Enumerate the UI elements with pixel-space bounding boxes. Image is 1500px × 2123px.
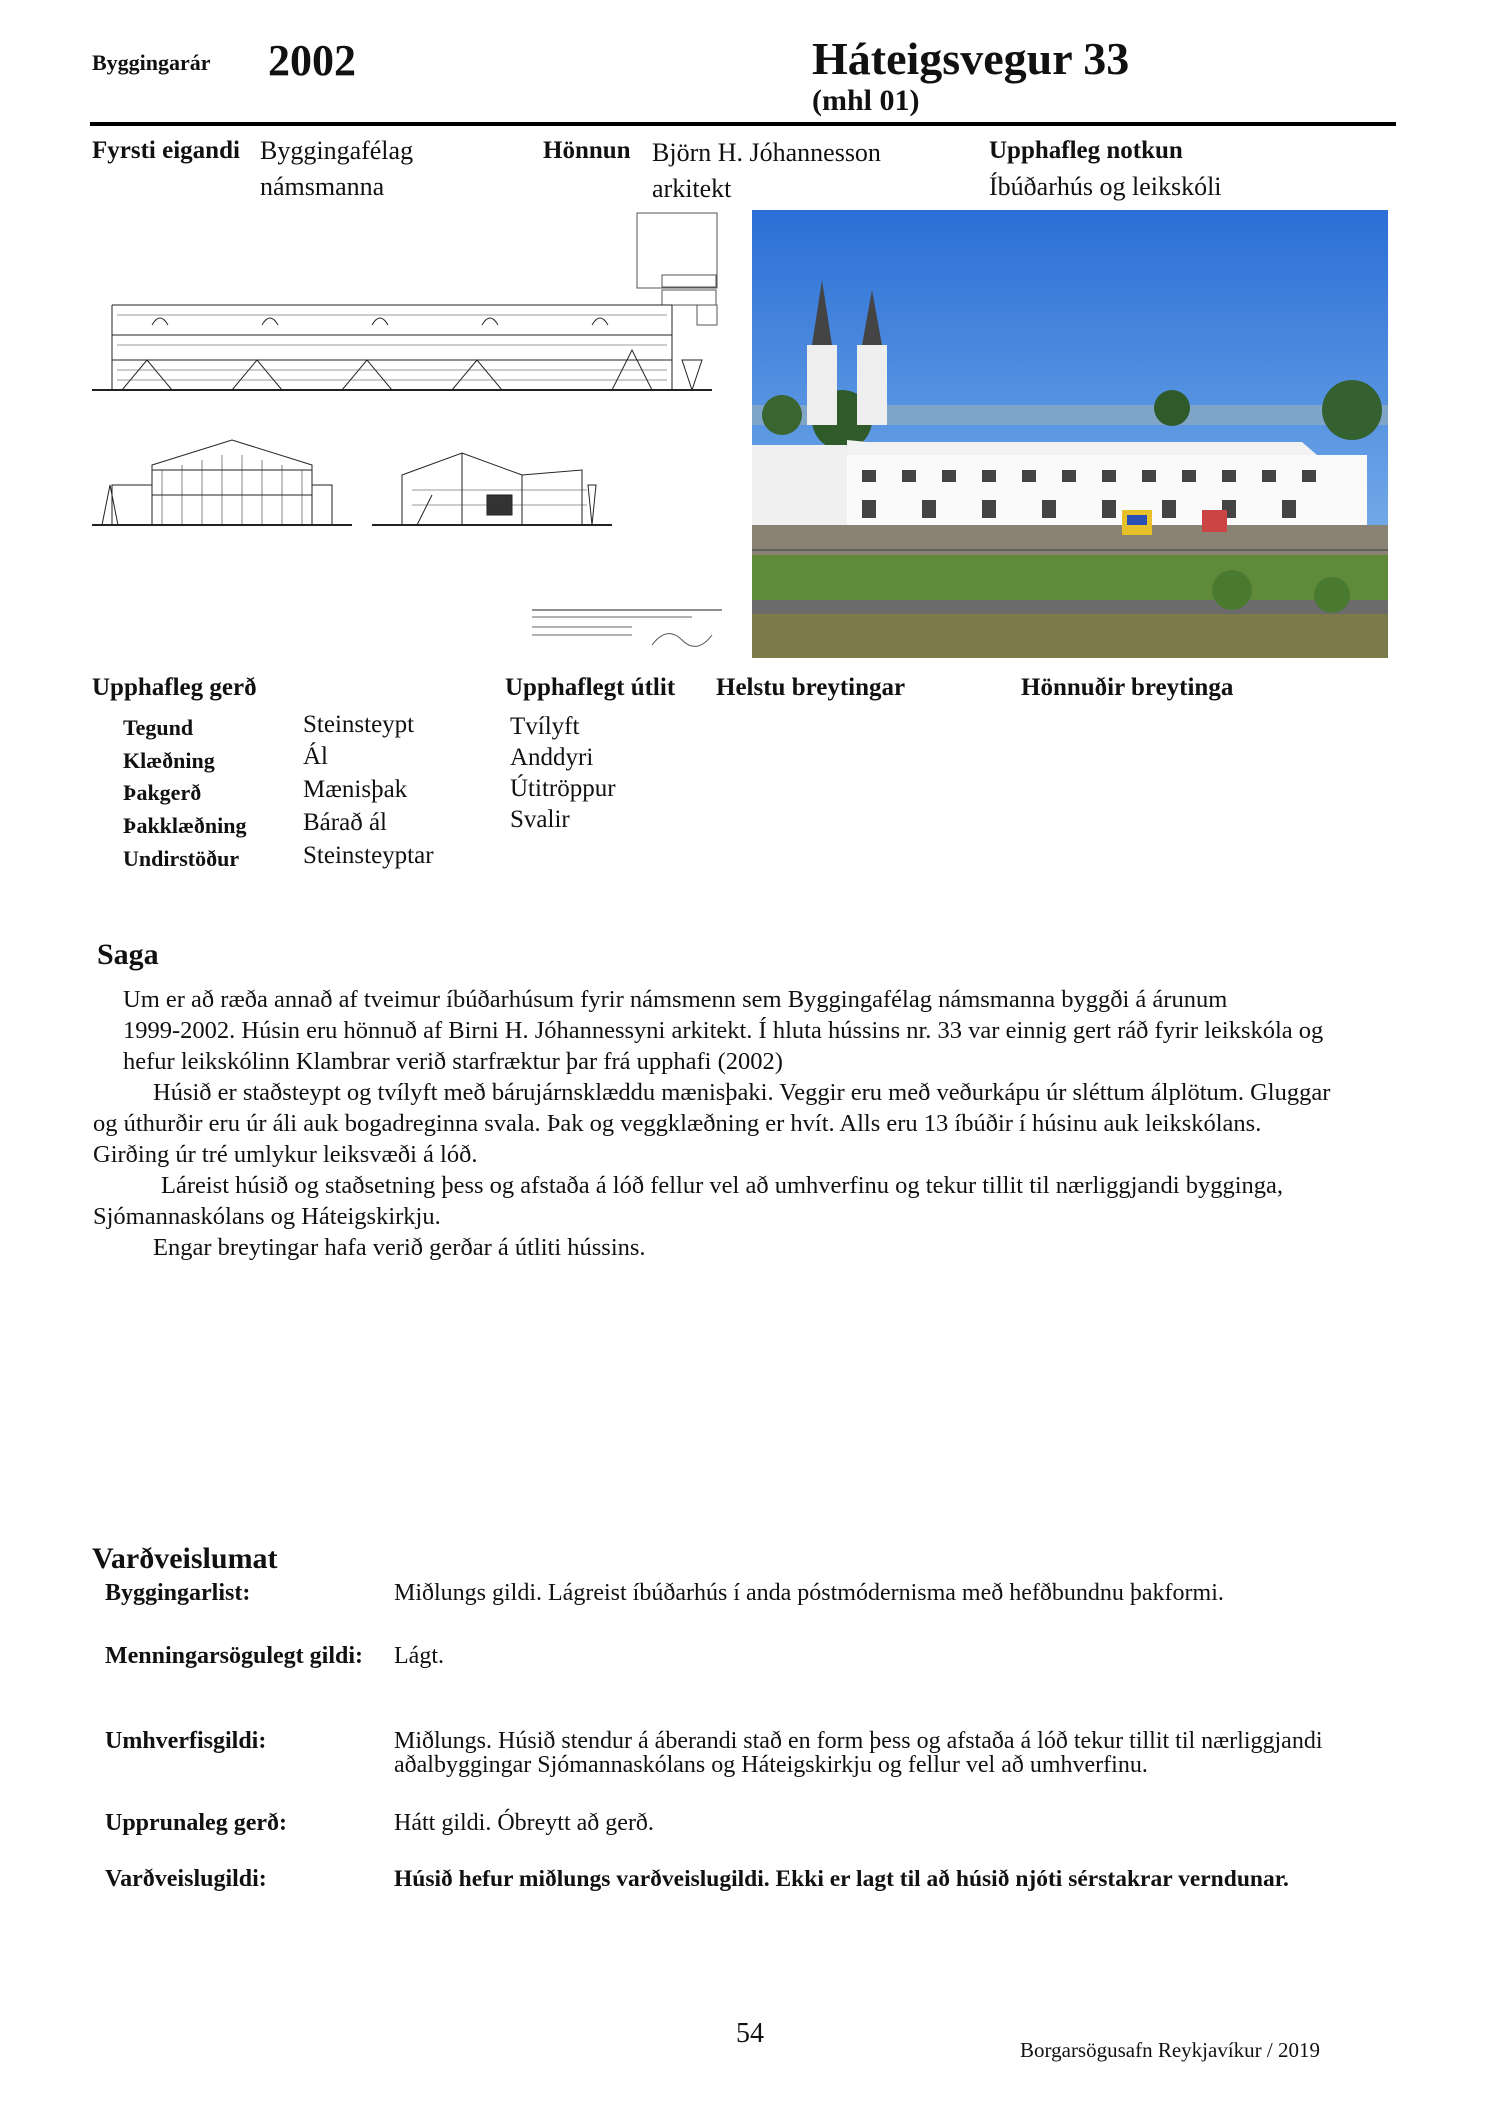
type-label: Þakgerð xyxy=(123,780,202,805)
changes-heading: Helstu breytingar xyxy=(716,674,906,701)
page-number: 54 xyxy=(736,2018,764,2049)
saga-line: Sjómannaskólans og Háteigskirkju. xyxy=(93,1203,441,1230)
vardveisla-label: Umhverfisgildi: xyxy=(105,1728,267,1754)
look-item: Útitröppur xyxy=(510,775,616,802)
vardveisla-text: Miðlungs gildi. Lágreist íbúðarhús í anda póstmódernisma með hefðbundnu þakformi. xyxy=(394,1580,1224,1606)
saga-line: Engar breytingar hafa verið gerðar á útliti hússins. xyxy=(153,1234,646,1261)
saga-line: Girðing úr tré umlykur leiksvæði á lóð. xyxy=(93,1141,478,1168)
vardveisla-text: Húsið hefur miðlungs varðveislugildi. Ekki er lagt til að húsið njóti sérstakrar verndunar. xyxy=(394,1866,1289,1892)
type-value: Mænisþak xyxy=(303,776,408,803)
type-label: Undirstöður xyxy=(123,846,240,871)
vardveisla-label: Upprunaleg gerð: xyxy=(105,1810,287,1836)
saga-text xyxy=(93,984,1393,1263)
owner-line2: námsmanna xyxy=(260,172,385,201)
design-label: Hönnun xyxy=(543,137,631,164)
year-value: 2002 xyxy=(268,36,356,85)
look-list xyxy=(510,711,616,835)
type-value: Steinsteypt xyxy=(303,711,415,738)
saga-line: Um er að ræða annað af tveimur íbúðarhúsum fyrir námsmenn sem Byggingafélag námsmanna byggði á árunum xyxy=(123,986,1228,1013)
owner-line1: Byggingafélag xyxy=(260,136,414,165)
saga-line: Láreist húsið og staðsetning þess og afstaða á lóð fellur vel að umhverfinu og tekur tillit til nærliggjandi bygginga, xyxy=(161,1172,1284,1199)
type-label: Klæðning xyxy=(123,748,215,773)
look-item: Svalir xyxy=(510,806,570,833)
vardveisla-label: Varðveislugildi: xyxy=(105,1866,267,1892)
saga-line: hefur leikskólinn Klambrar verið starfræktur þar frá upphafi (2002) xyxy=(123,1048,783,1075)
owner-label: Fyrsti eigandi xyxy=(92,137,240,164)
look-item: Tvílyft xyxy=(510,713,580,740)
type-value: Ál xyxy=(303,743,328,770)
vardveisla-text: Lágt. xyxy=(394,1643,444,1669)
vardveisla-heading: Varðveislumat xyxy=(92,1542,278,1575)
use-label: Upphafleg notkun xyxy=(989,137,1183,164)
use-value: Íbúðarhús og leikskóli xyxy=(989,172,1222,201)
vardveisla-text: Hátt gildi. Óbreytt að gerð. xyxy=(394,1810,654,1836)
mhl-label: (mhl 01) xyxy=(812,84,920,117)
saga-line: 1999-2002. Húsin eru hönnuð af Birni H. Jóhannessyni arkitekt. Í hluta hússins nr. 33 var einnig gert ráð fyrir leikskóla og xyxy=(123,1017,1324,1044)
page-title: Háteigsvegur 33 xyxy=(812,33,1130,84)
design-line1: Björn H. Jóhannesson xyxy=(652,138,881,167)
design-line2: arkitekt xyxy=(652,174,732,203)
year-label: Byggingarár xyxy=(92,50,211,75)
header-rule xyxy=(90,122,1396,126)
building-photo xyxy=(752,210,1388,658)
type-label: Tegund xyxy=(123,715,194,740)
footer-credit: Borgarsögusafn Reykjavíkur / 2019 xyxy=(1020,2038,1320,2062)
architectural-drawing xyxy=(92,205,732,660)
type-label: Þakklæðning xyxy=(123,813,247,838)
saga-line: Húsið er staðsteypt og tvílyft með bárujárnsklæddu mænisþaki. Veggir eru með veðurkápu úr sléttum álplötum. Gluggar xyxy=(153,1079,1331,1106)
look-heading: Upphaflegt útlit xyxy=(505,674,676,701)
designers-heading: Hönnuðir breytinga xyxy=(1021,674,1234,701)
look-item: Anddyri xyxy=(510,744,594,771)
type-value: Steinsteyptar xyxy=(303,842,434,869)
type-heading: Upphafleg gerð xyxy=(92,674,257,701)
saga-line: og úthurðir eru úr áli auk bogadreginna svala. Þak og veggklæðning er hvít. Alls eru 13 íbúðir í húsinu auk leikskólans. xyxy=(93,1110,1262,1137)
vardveisla-text: Miðlungs. Húsið stendur á áberandi stað en form þess og afstaða á lóð tekur tillit til nærliggjandi aðalbyggingar Sjómannaskólans og Háteigskirkju og fellur vel að umhverfinu. xyxy=(394,1728,1323,1778)
vardveisla-label: Byggingarlist: xyxy=(105,1580,251,1606)
vardveisla-label: Menningarsögulegt gildi: xyxy=(105,1643,364,1669)
saga-heading: Saga xyxy=(97,938,159,971)
type-value: Bárað ál xyxy=(303,809,387,836)
